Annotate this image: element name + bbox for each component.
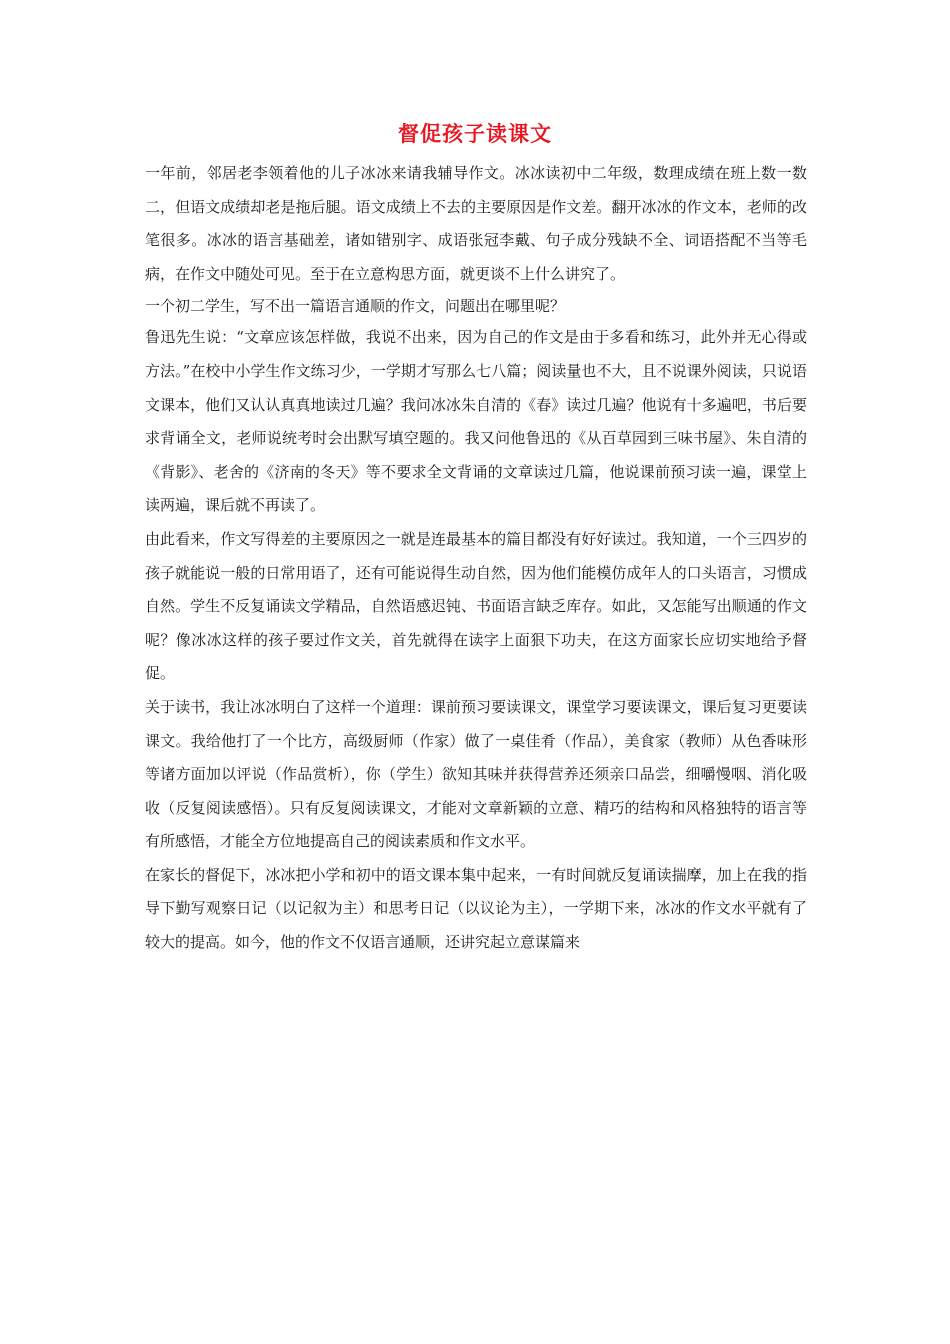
- paragraph-3: 鲁迅先生说：“文章应该怎样做，我说不出来，因为自己的作文是由于多看和练习，此外并无心得或方法。”在校中小学生作文练习少，一学期才写那么七八篇；阅读量也不大，且不说课外阅读，只说语文课本，他们又认认真真地读过几遍？我问冰冰朱自清的《春》读过几遍？他说有十多遍吧，书后要求背诵全文，老师说统考时会出默写填空题的。我又问他鲁迅的《从百草园到三味书屋》、朱自清的《背影》、老舍的《济南的冬天》等不要求全文背诵的文章读过几篇，他说课前预习读一遍，课堂上读两遍，课后就不再读了。: [145, 328, 807, 515]
- document-title: 督促孩子读课文: [398, 121, 552, 146]
- paragraph-4: 由此看来，作文写得差的主要原因之一就是连最基本的篇目都没有好好读过。我知道，一个三四岁的孩子就能说一般的日常用语了，还有可能说得生动自然，因为他们能模仿成年人的口头语言，习惯成自然。学生不反复诵读文学精品，自然语感迟钝、书面语言缺乏库存。如此，又怎能写出顺通的作文呢？像冰冰这样的孩子要过作文关，首先就得在读字上面狠下功夫，在这方面家长应切实地给予督促。: [145, 529, 807, 683]
- paragraph-6: 在家长的督促下，冰冰把小学和初中的语文课本集中起来，一有时间就反复诵读揣摩，加上在我的指导下勤写观察日记（以记叙为主）和思考日记（以议论为主），一学期下来，冰冰的作文水平就有了较大的提高。如今，他的作文不仅语言通顺，还讲究起立意谋篇来: [145, 865, 807, 952]
- paragraph-1: 一年前，邻居老李领着他的儿子冰冰来请我辅导作文。冰冰读初中二年级，数理成绩在班上数一数二，但语文成绩却老是拖后腿。语文成绩上不去的主要原因是作文差。翻开冰冰的作文本，老师的改笔很多。冰冰的语言基础差，诸如错别字、成语张冠李戴、句子成分残缺不全、词语搭配不当等毛病，在作文中随处可见。至于在立意构思方面，就更谈不上什么讲究了。: [145, 164, 807, 283]
- document-body: [145, 157, 807, 960]
- paragraph-5: 关于读书，我让冰冰明白了这样一个道理：课前预习要读课文，课堂学习要读课文，课后复习更要读课文。我给他打了一个比方，高级厨师（作家）做了一桌佳肴（作品），美食家（教师）从色香味形等诸方面加以评说（作品赏析），你（学生）欲知其味并获得营养还须亲口品尝，细嚼慢咽、消化吸收（反复阅读感悟）。只有反复阅读课文，才能对文章新颖的立意、精巧的结构和风格独特的语言等有所感悟，才能全方位地提高自己的阅读素质和作文水平。: [145, 697, 807, 851]
- paragraph-2: 一个初二学生，写不出一篇语言通顺的作文，问题出在哪里呢？: [145, 297, 566, 316]
